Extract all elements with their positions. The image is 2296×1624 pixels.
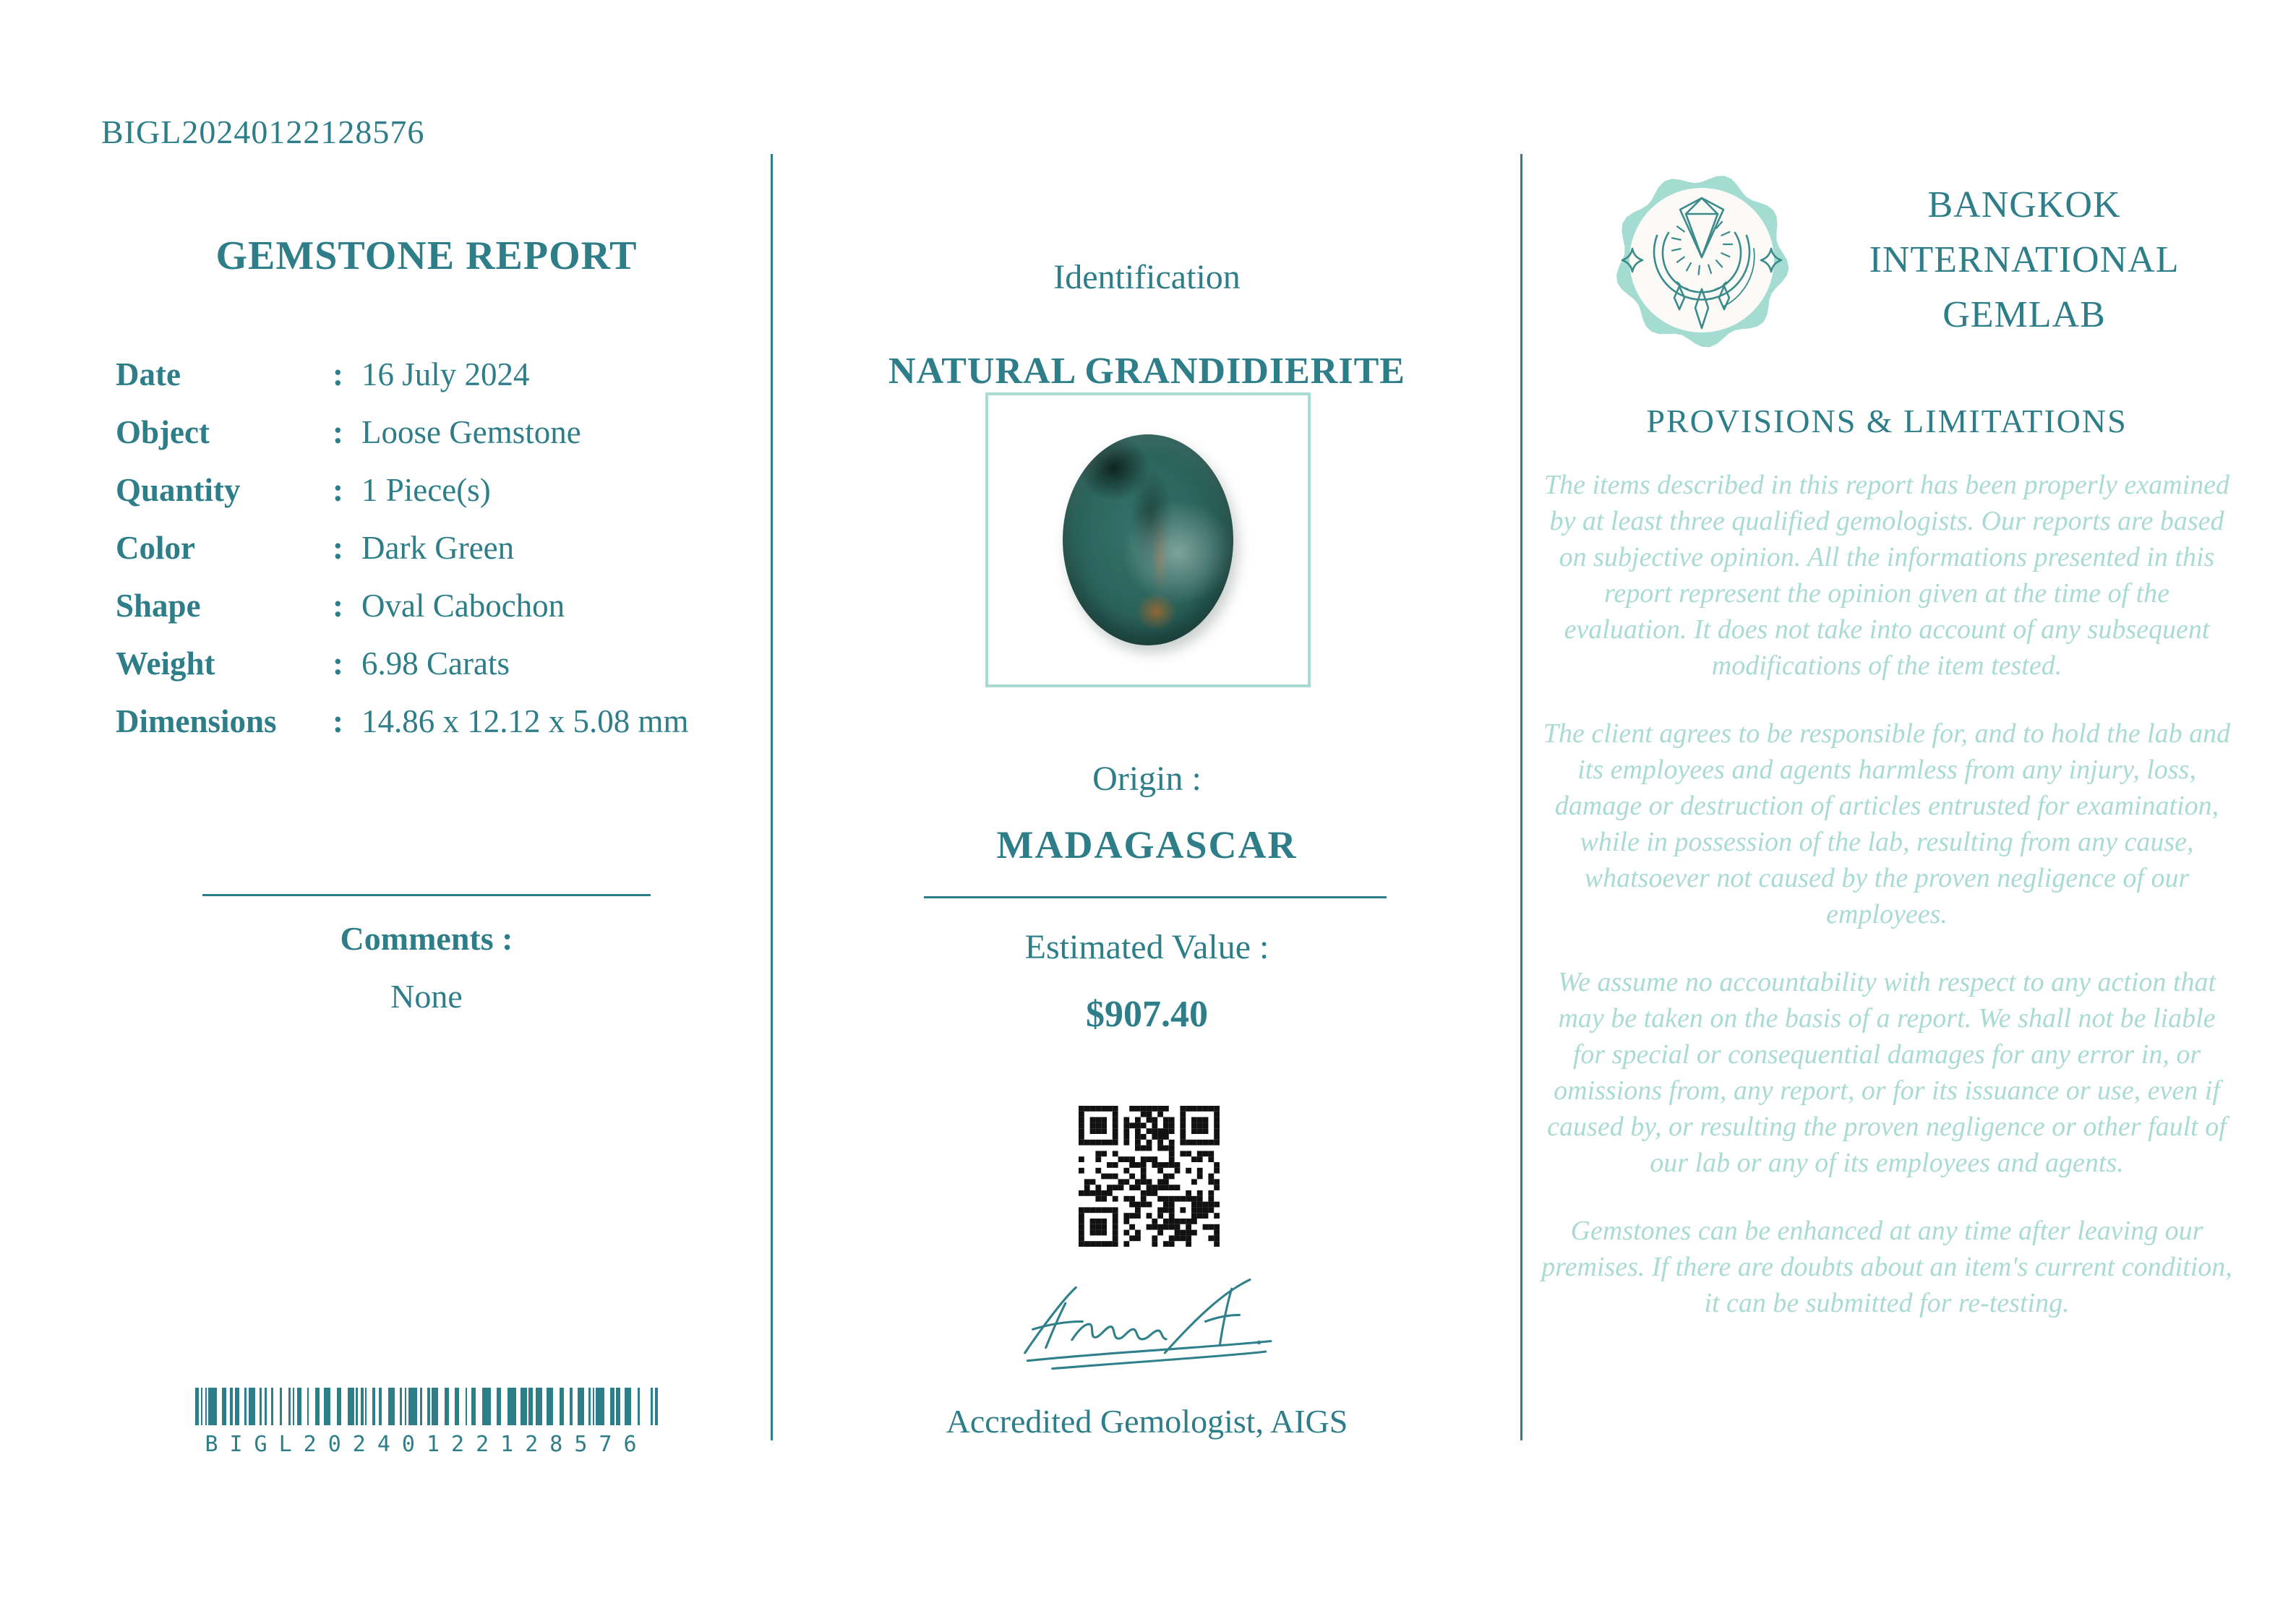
comments-divider-line: [202, 894, 651, 896]
barcode-bars: [195, 1388, 658, 1425]
report-details-table: [116, 345, 737, 750]
signature-image: [1009, 1263, 1284, 1386]
table-row: [116, 635, 737, 692]
gem-photo: [1063, 434, 1233, 645]
detail-value: 16 July 2024: [361, 356, 530, 392]
detail-label: Shape: [116, 588, 201, 624]
origin-label: Origin :: [1092, 760, 1201, 798]
detail-value: 14.86 x 12.12 x 5.08 mm: [361, 703, 689, 739]
comments-label: Comments :: [340, 920, 513, 957]
detail-value: 6.98 Carats: [361, 645, 510, 682]
detail-colon: :: [333, 414, 343, 450]
barcode-text: BIGL20240122128576: [205, 1432, 648, 1457]
accredited-line: Accredited Gemologist, AIGS: [946, 1403, 1348, 1440]
identification-section-title: Identification: [1053, 258, 1241, 296]
provisions-paragraph: The items described in this report has been properly examined by at least three qualified gemologists. Our reports are based on subjective opinion. All the informations presented in this report represent the opinion given at the time of the evaluation. It does not take into account of any subsequent modifications of the item tested.: [1543, 470, 2230, 681]
detail-colon: :: [333, 645, 343, 682]
qr-code: [1079, 1106, 1220, 1247]
table-row: [116, 403, 737, 461]
table-row: [116, 577, 737, 635]
provisions-title: PROVISIONS & LIMITATIONS: [1646, 403, 2128, 439]
lab-logo-icon: [1606, 165, 1797, 356]
gemologist-signature: [1009, 1263, 1284, 1386]
estimated-value: $907.40: [1086, 994, 1208, 1035]
table-row: [116, 692, 737, 750]
origin-value: MADAGASCAR: [996, 823, 1298, 867]
detail-value: Dark Green: [361, 530, 515, 566]
table-row: [116, 345, 737, 403]
qr-code-image: [1079, 1106, 1220, 1247]
detail-label: Color: [116, 530, 195, 566]
report-code: BIGL20240122128576: [101, 113, 425, 150]
provisions-paragraph: Gemstones can be enhanced at any time after leaving our premises. If there are doubts about an item's current condition, it can be submitted for re-testing.: [1541, 1216, 2232, 1318]
detail-colon: :: [333, 588, 343, 624]
detail-value: 1 Piece(s): [361, 472, 491, 508]
report-title: GEMSTONE REPORT: [215, 233, 638, 278]
estimated-value-label: Estimated Value :: [1024, 928, 1269, 966]
detail-value: Loose Gemstone: [361, 414, 581, 450]
detail-colon: :: [333, 530, 343, 566]
detail-label: Quantity: [116, 472, 241, 508]
lab-name-line: INTERNATIONAL: [1869, 239, 2180, 280]
table-row: [116, 519, 737, 577]
gem-name: NATURAL GRANDIDIERITE: [888, 351, 1405, 392]
lab-name-line: GEMLAB: [1942, 294, 2106, 335]
detail-label: Date: [116, 356, 181, 392]
lab-logo-badge: [1606, 165, 1797, 356]
detail-label: Dimensions: [116, 703, 277, 739]
detail-label: Object: [116, 414, 210, 450]
lab-name: [1807, 178, 2241, 343]
detail-colon: :: [333, 472, 343, 508]
gem-photo-frame: [985, 392, 1311, 687]
provisions-paragraph: The client agrees to be responsible for, and to hold the lab and its employees and agents harmless from any injury, loss, damage or destruction of articles entrusted for examination, while in possession of the lab, resulting from any cause, whatsoever not caused by the proven negligence of our employees.: [1543, 718, 2231, 929]
detail-value: Oval Cabochon: [361, 588, 565, 624]
report-barcode: [195, 1388, 658, 1457]
estimated-value-divider-line: [924, 896, 1387, 898]
detail-colon: :: [333, 356, 343, 392]
detail-label: Weight: [116, 645, 215, 682]
detail-colon: :: [333, 703, 343, 739]
comments-value: None: [390, 978, 463, 1015]
provisions-text: [1540, 467, 2234, 1353]
provisions-paragraph: We assume no accountability with respect to any action that may be taken on the basis of a report. We shall not be liable for special or consequential damages for any error in, or omissions from, any report, or for its issuance or use, even if caused by, or resulting the proven negligence or other fault of our lab or any of its employees and agents.: [1547, 967, 2227, 1178]
table-row: [116, 461, 737, 519]
badge-inner-circle: [1629, 188, 1774, 332]
lab-name-line: BANGKOK: [1927, 184, 2121, 225]
